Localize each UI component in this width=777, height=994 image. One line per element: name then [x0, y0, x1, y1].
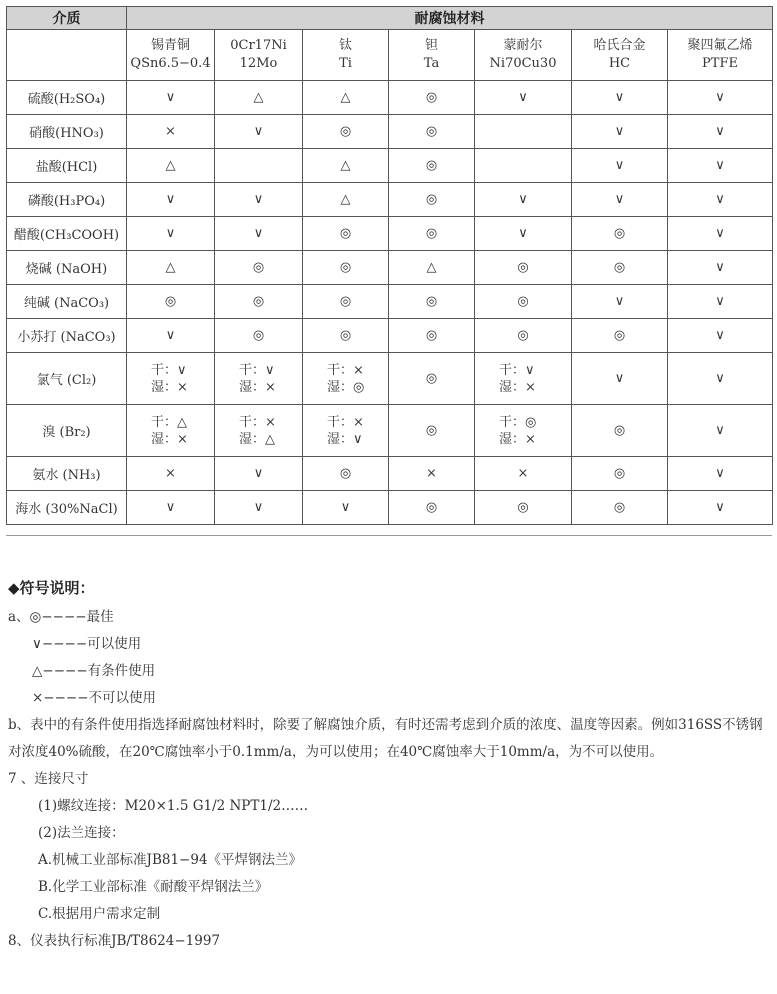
table-row: [7, 81, 773, 115]
rating-dry: 干：×: [239, 414, 276, 430]
rating-cell: ∨: [668, 251, 773, 285]
note-b-paragraph: b、表中的有条件使用指选择耐腐蚀材料时，除要了解腐蚀介质，有时还需考虑到介质的浓度、温度等因素。例如316SS不锈钢对浓度40%硫酸，在20℃腐蚀率小于0.1mm/a，为可以使用；在40℃腐蚀率大于10mm/a，为不可以使用。: [8, 717, 763, 760]
legend-conditional: △−−−−有条件使用: [32, 663, 156, 679]
thread-connection: (1)螺纹连接：M20×1.5 G1/2 NPT1/2……: [38, 798, 309, 814]
corrosion-resistance-table: [6, 6, 773, 525]
rating-cell: ◎: [303, 251, 389, 285]
rating-cell: ◎: [303, 319, 389, 353]
rating-cell: ◎: [572, 217, 668, 251]
medium-cell: 海水 (30%NaCl): [7, 491, 127, 525]
material-code: 12Mo: [239, 56, 278, 71]
rating-cell: ◎: [303, 217, 389, 251]
table-row: [7, 491, 773, 525]
rating-wet: 湿：×: [151, 379, 188, 395]
table-bottom-rule: [6, 525, 772, 536]
rating-cell: ◎: [572, 251, 668, 285]
material-header: [303, 30, 389, 81]
rating-cell: ∨: [127, 217, 215, 251]
rating-cell: △: [127, 149, 215, 183]
symbol-legend-title: ◆符号说明：: [8, 579, 95, 597]
rating-cell: ∨: [127, 183, 215, 217]
medium-cell: 醋酸(CH₃COOH): [7, 217, 127, 251]
material-name: 哈氏合金: [593, 38, 646, 53]
section-7-title: 7 、连接尺寸: [8, 771, 89, 787]
material-name: 聚四氟乙烯: [687, 38, 753, 53]
rating-cell: [475, 353, 572, 405]
material-code: Ti: [339, 56, 352, 71]
material-code: PTFE: [702, 56, 738, 71]
rating-cell: ◎: [389, 183, 475, 217]
table-row: [7, 183, 773, 217]
rating-cell: ∨: [475, 217, 572, 251]
table-row: [7, 457, 773, 491]
rating-cell: △: [303, 81, 389, 115]
header-medium-blank: [7, 30, 127, 81]
medium-cell: 纯碱 (NaCO₃): [7, 285, 127, 319]
rating-cell: [215, 353, 303, 405]
rating-cell: ∨: [475, 183, 572, 217]
rating-dry: 干：◎: [499, 414, 537, 430]
rating-cell: ◎: [215, 251, 303, 285]
material-code: HC: [608, 56, 631, 71]
rating-cell: ◎: [389, 149, 475, 183]
legend-usable: ∨−−−−可以使用: [32, 636, 142, 652]
material-header: [475, 30, 572, 81]
rating-cell: ∨: [668, 491, 773, 525]
rating-cell: ◎: [303, 457, 389, 491]
rating-dry: 干：×: [327, 362, 364, 378]
material-name: 钽: [424, 38, 438, 53]
rating-cell: ◎: [389, 81, 475, 115]
rating-cell: ◎: [389, 217, 475, 251]
rating-cell: [215, 405, 303, 457]
rating-cell: ◎: [572, 405, 668, 457]
rating-cell: ◎: [475, 251, 572, 285]
rating-wet: 湿：×: [499, 379, 536, 395]
legend-best: a、◎−−−−最佳: [8, 609, 114, 625]
rating-cell: ∨: [215, 183, 303, 217]
material-code: QSn6.5−0.4: [130, 56, 211, 71]
rating-cell: ◎: [475, 285, 572, 319]
rating-cell: ◎: [475, 491, 572, 525]
table-row: [7, 251, 773, 285]
rating-cell: ∨: [668, 149, 773, 183]
material-name: 蒙耐尔: [503, 38, 543, 53]
rating-dry: 干：△: [151, 414, 187, 430]
rating-cell: △: [127, 251, 215, 285]
table-body: [7, 81, 773, 525]
rating-wet: 湿：×: [499, 431, 536, 447]
flange-connection: (2)法兰连接：: [38, 825, 125, 841]
rating-cell: ◎: [475, 319, 572, 353]
rating-cell: ◎: [127, 285, 215, 319]
rating-cell: ×: [127, 457, 215, 491]
medium-cell: 溴 (Br₂): [7, 405, 127, 457]
material-header: [389, 30, 475, 81]
rating-cell: △: [389, 251, 475, 285]
table-row-chlorine: [7, 353, 773, 405]
rating-cell: ∨: [127, 319, 215, 353]
rating-cell: ∨: [215, 457, 303, 491]
rating-wet: 湿：×: [239, 379, 276, 395]
rating-cell: ◎: [572, 491, 668, 525]
table-row: [7, 115, 773, 149]
rating-cell: ∨: [572, 81, 668, 115]
section-8-standard: 8、仪表执行标准JB/T8624−1997: [8, 933, 220, 949]
rating-cell: △: [303, 149, 389, 183]
rating-cell: ◎: [303, 285, 389, 319]
corrosion-table-container: [6, 6, 772, 536]
material-code: Ni70Cu30: [489, 56, 557, 71]
material-header: [215, 30, 303, 81]
medium-cell: 氯气 (Cl₂): [7, 353, 127, 405]
rating-cell: ∨: [127, 491, 215, 525]
rating-cell: ∨: [668, 183, 773, 217]
rating-cell: ◎: [215, 319, 303, 353]
rating-wet: 湿：×: [151, 431, 188, 447]
rating-cell: ∨: [572, 285, 668, 319]
rating-cell: ◎: [215, 285, 303, 319]
flange-standard-c: C.根据用户需求定制: [38, 906, 161, 922]
rating-cell: [127, 405, 215, 457]
table-row: [7, 149, 773, 183]
rating-dry: 干：∨: [151, 362, 187, 378]
rating-cell: ∨: [668, 285, 773, 319]
rating-cell: ∨: [572, 115, 668, 149]
rating-cell: ◎: [389, 319, 475, 353]
rating-cell: ◎: [389, 285, 475, 319]
rating-cell: [475, 149, 572, 183]
rating-cell: ◎: [389, 115, 475, 149]
table-header-row: [7, 7, 773, 30]
legend-unusable: ×−−−−不可以使用: [32, 690, 157, 706]
header-materials: 耐腐蚀材料: [127, 7, 773, 30]
rating-cell: △: [215, 81, 303, 115]
rating-cell: ∨: [668, 457, 773, 491]
material-names-row: [7, 30, 773, 81]
rating-cell: ∨: [215, 491, 303, 525]
rating-cell: ∨: [668, 115, 773, 149]
rating-cell: ∨: [475, 81, 572, 115]
rating-cell: ∨: [668, 81, 773, 115]
rating-cell: ◎: [303, 115, 389, 149]
table-row: [7, 319, 773, 353]
rating-cell: ◎: [389, 353, 475, 405]
flange-standard-b: B.化学工业部标准《耐酸平焊钢法兰》: [38, 879, 269, 895]
rating-cell: ×: [127, 115, 215, 149]
rating-cell: ∨: [303, 491, 389, 525]
rating-wet: 湿：△: [239, 431, 275, 447]
header-medium: 介质: [7, 7, 127, 30]
rating-cell: △: [303, 183, 389, 217]
rating-cell: [475, 405, 572, 457]
rating-cell: ∨: [668, 405, 773, 457]
rating-cell: ×: [475, 457, 572, 491]
material-name: 钛: [338, 38, 352, 53]
material-header: [572, 30, 668, 81]
rating-cell: [303, 405, 389, 457]
rating-cell: [303, 353, 389, 405]
rating-wet: 湿：∨: [327, 431, 363, 447]
table-row-bromine: [7, 405, 773, 457]
flange-standard-a: A.机械工业部标准JB81−94《平焊钢法兰》: [38, 852, 303, 868]
rating-cell: [475, 115, 572, 149]
rating-cell: ◎: [389, 405, 475, 457]
rating-cell: ∨: [215, 217, 303, 251]
medium-cell: 氨水 (NH₃): [7, 457, 127, 491]
rating-cell: ∨: [668, 353, 773, 405]
rating-dry: 干：∨: [499, 362, 535, 378]
medium-cell: 硝酸(HNO₃): [7, 115, 127, 149]
rating-cell: ∨: [572, 353, 668, 405]
medium-cell: 硫酸(H₂SO₄): [7, 81, 127, 115]
rating-cell: ×: [389, 457, 475, 491]
table-row: [7, 285, 773, 319]
material-name: 锡青铜: [150, 38, 190, 53]
rating-cell: ∨: [572, 149, 668, 183]
rating-cell: ∨: [215, 115, 303, 149]
rating-cell: ◎: [572, 457, 668, 491]
material-code: Ta: [423, 56, 440, 71]
medium-cell: 小苏打 (NaCO₃): [7, 319, 127, 353]
material-header: [668, 30, 773, 81]
rating-cell: ∨: [668, 319, 773, 353]
table-row: [7, 217, 773, 251]
medium-cell: 盐酸(HCl): [7, 149, 127, 183]
rating-cell: ◎: [572, 319, 668, 353]
material-name: 0Cr17Ni: [230, 38, 287, 53]
notes-section: [8, 576, 772, 955]
rating-cell: ◎: [389, 491, 475, 525]
rating-cell: ∨: [127, 81, 215, 115]
rating-cell: ∨: [668, 217, 773, 251]
rating-dry: 干：∨: [239, 362, 275, 378]
rating-cell: [215, 149, 303, 183]
medium-cell: 烧碱 (NaOH): [7, 251, 127, 285]
rating-dry: 干：×: [327, 414, 364, 430]
rating-cell: ∨: [572, 183, 668, 217]
material-header: [127, 30, 215, 81]
rating-wet: 湿：◎: [327, 379, 365, 395]
medium-cell: 磷酸(H₃PO₄): [7, 183, 127, 217]
rating-cell: [127, 353, 215, 405]
